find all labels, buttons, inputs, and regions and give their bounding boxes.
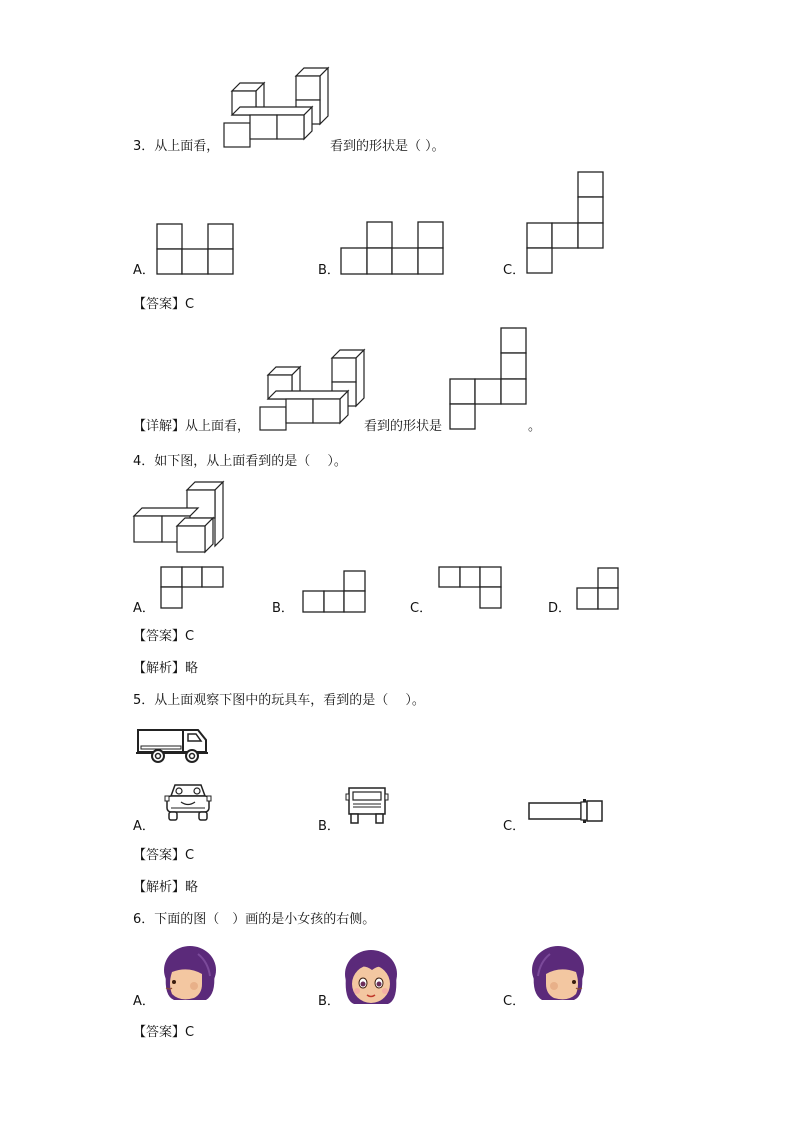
q6-answer: 【答案】C (133, 1025, 195, 1040)
truck-top-view-icon[interactable] (528, 800, 608, 830)
q5-question: 5．从上面观察下图中的玩具车，看到的是（ ）。 (133, 693, 425, 708)
girl-head-front-icon[interactable] (342, 948, 400, 1008)
q4-answer: 【答案】C (133, 629, 195, 644)
q3-option-c-grid[interactable] (527, 172, 607, 276)
q4-question: 4．如下图，从上面看到的是（ ）。 (133, 454, 347, 469)
q4-option-a-grid[interactable] (161, 567, 227, 611)
cube-icon (224, 107, 312, 147)
q4-option-d-grid[interactable] (577, 568, 623, 612)
q3-detail-cube-figure (258, 350, 368, 430)
cube-icon (260, 391, 348, 430)
car-front-view-icon[interactable] (161, 782, 217, 826)
q3-option-b-grid[interactable] (341, 222, 447, 276)
q4-option-a-label[interactable]: A． (133, 601, 155, 616)
q3-option-b-label[interactable]: B． (318, 263, 340, 278)
q4-option-b-grid[interactable] (303, 571, 369, 615)
q4-option-c-label[interactable]: C． (410, 601, 433, 616)
q4-option-c-grid[interactable] (439, 567, 505, 611)
truck-front-view-icon[interactable] (345, 786, 391, 826)
truck-side-view-icon (136, 726, 212, 766)
q6-option-b-label[interactable]: B． (318, 994, 340, 1009)
q4-option-d-label[interactable]: D． (548, 601, 572, 616)
q6-option-c-label[interactable]: C． (503, 994, 526, 1009)
q3-option-c-label[interactable]: C． (503, 263, 526, 278)
q3-detail-top-view-grid (450, 328, 530, 432)
q3-cube-figure (222, 68, 332, 148)
q6-option-a-label[interactable]: A． (133, 994, 155, 1009)
q4-option-b-label[interactable]: B． (272, 601, 294, 616)
cube-icon (177, 518, 213, 552)
q4-cube-figure (133, 480, 228, 556)
q3-detail-prefix: 【详解】从上面看， (133, 419, 251, 434)
q5-option-a-label[interactable]: A． (133, 819, 155, 834)
girl-head-right-profile-icon[interactable] (528, 944, 590, 1006)
q6-question: 6．下面的图（ ）画的是小女孩的右侧。 (133, 912, 376, 927)
q3-question-suffix: 看到的形状是（ ）。 (330, 139, 445, 154)
q5-option-b-label[interactable]: B． (318, 819, 340, 834)
q5-option-c-label[interactable]: C． (503, 819, 526, 834)
q3-option-a-grid[interactable] (157, 224, 237, 276)
q5-analysis: 【解析】略 (133, 880, 199, 895)
q3-detail-mid: 看到的形状是 (364, 419, 443, 434)
girl-head-left-profile-icon[interactable] (158, 944, 220, 1006)
q3-detail-end: 。 (528, 419, 542, 434)
q5-answer: 【答案】C (133, 848, 195, 863)
q3-answer: 【答案】C (133, 297, 195, 312)
q3-question-prefix: 3．从上面看， (133, 139, 220, 154)
q3-option-a-label[interactable]: A． (133, 263, 155, 278)
q4-analysis: 【解析】略 (133, 661, 199, 676)
